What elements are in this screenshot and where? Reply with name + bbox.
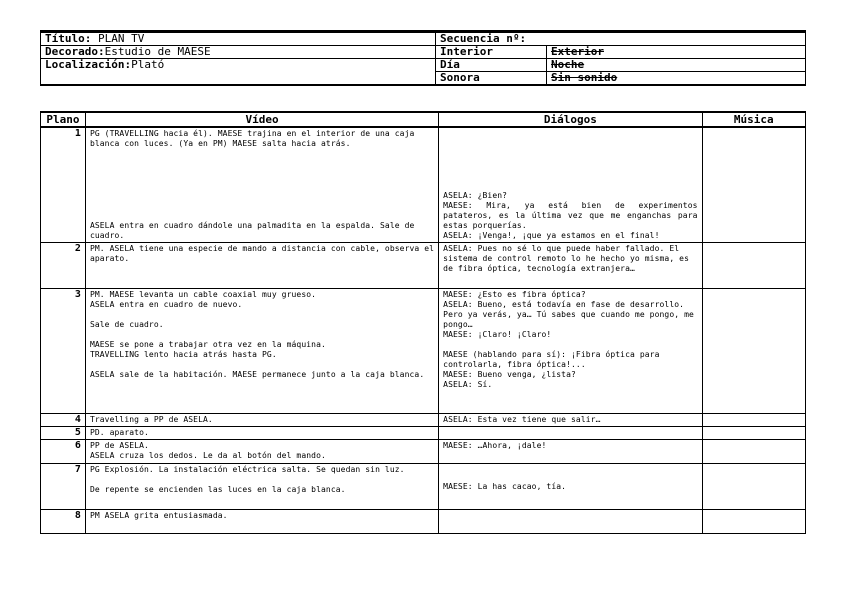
video-text: PG Explosión. La instalación eléctrica salta. Se quedan sin luz. [89, 465, 405, 474]
table-row [41, 427, 806, 440]
decorado-cell [41, 46, 436, 59]
video-cell [85, 510, 438, 534]
plano-number: 3 [41, 289, 86, 414]
dialog-text: ASELA: Pues no sé lo que puede haber fallado. El sistema de control remoto lo he hecho yo misma, es de fibra óptica, tecnología extranjera… [443, 244, 694, 273]
col-header-musica: Música [702, 112, 805, 127]
video-cell [85, 414, 438, 427]
table-row [41, 510, 806, 534]
dialog-cell [439, 427, 702, 440]
dialog-cell [439, 414, 702, 427]
sonora-cell [436, 72, 547, 86]
dialog-text: MAESE: ¿Esto es fibra óptica? [443, 290, 586, 299]
dia-cell [436, 59, 547, 72]
col-header-dialogos: Diálogos [439, 112, 702, 127]
video-cell [85, 243, 438, 289]
plano-number: 2 [41, 243, 86, 289]
music-cell [702, 440, 805, 464]
sin-sonido-cell [547, 72, 806, 86]
dialog-text: MAESE: …Ahora, ¡dale! [443, 441, 547, 450]
video-text: PM. MAESE levanta un cable coaxial muy grueso. [89, 290, 317, 299]
decorado-label: Decorado: [45, 45, 105, 58]
localizacion-label: Localización: [45, 58, 132, 71]
dia-label: Día [440, 58, 460, 71]
video-text: PD. aparato. [89, 428, 149, 437]
titulo-value: PLAN TV [97, 32, 145, 45]
localizacion-cell [41, 59, 436, 86]
col-header-plano: Plano [41, 112, 86, 127]
plano-number: 8 [41, 510, 86, 534]
dialog-cell [439, 510, 702, 534]
music-cell [702, 427, 805, 440]
table-row [41, 289, 806, 414]
music-cell [702, 510, 805, 534]
dialog-text: MAESE: Mira, ya está bien de experimentos patateros, es la última vez que me enganchas para estas porquerías. [443, 201, 703, 230]
video-cell [85, 427, 438, 440]
video-text: PM ASELA grita entusiasmada. [89, 511, 228, 520]
exterior-label: Exterior [551, 45, 604, 58]
video-text: De repente se encienden las luces en la caja blanca. [89, 485, 346, 494]
music-cell [702, 127, 805, 243]
dialog-cell [439, 464, 702, 510]
exterior-cell [547, 46, 806, 59]
dialog-text: ASELA: ¡Venga!, ¡que ya estamos en el final! [443, 231, 660, 240]
plano-number: 5 [41, 427, 86, 440]
video-text: ASELA cruza los dedos. Le da al botón del mando. [89, 451, 326, 460]
video-text: PM. ASELA tiene una especie de mando a distancia con cable, observa el aparato. [89, 244, 440, 263]
dialog-text: MAESE: Bueno venga, ¿lista? [443, 370, 576, 379]
dialog-text: MAESE (hablando para sí): ¡Fibra óptica para controlarla, fibra óptica!... [443, 350, 665, 369]
table-row [41, 127, 806, 243]
video-text: Travelling a PP de ASELA. [89, 415, 213, 424]
titulo-label: Título: [45, 32, 92, 45]
localizacion-value: Plató [131, 58, 165, 71]
sonora-label: Sonora [440, 71, 480, 84]
dialog-cell [439, 127, 702, 243]
table-row [41, 464, 806, 510]
music-cell [702, 464, 805, 510]
video-text: PG (TRAVELLING hacia él). MAESE trajina en el interior de una caja blanca con luces. (Ya en PM) MAESE salta hacia atrás. [89, 129, 420, 148]
plano-number: 7 [41, 464, 86, 510]
secuencia-label: Secuencia nº: [440, 32, 527, 45]
video-cell [85, 464, 438, 510]
video-text: ASELA entra en cuadro dándole una palmadita en la espalda. Sale de cuadro. [89, 221, 420, 240]
decorado-value: Estudio de MAESE [104, 45, 211, 58]
video-text: ASELA sale de la habitación. MAESE permanece junto a la caja blanca. [89, 370, 425, 379]
music-cell [702, 243, 805, 289]
plano-number: 4 [41, 414, 86, 427]
plano-number: 6 [41, 440, 86, 464]
video-text: TRAVELLING lento hacia atrás hasta PG. [89, 350, 277, 359]
plano-number: 1 [41, 127, 86, 243]
scene-header [40, 30, 806, 86]
noche-label: Noche [551, 58, 585, 71]
dialog-text: ASELA: ¿Bien? [443, 191, 508, 200]
music-cell [702, 289, 805, 414]
sin-sonido-label: Sin sonido [551, 71, 618, 84]
script-table [40, 111, 806, 534]
music-cell [702, 414, 805, 427]
titulo-cell [41, 32, 436, 46]
video-cell [85, 289, 438, 414]
dialog-cell [439, 440, 702, 464]
table-header-row [41, 112, 806, 127]
dialog-text: MAESE: La has cacao, tía. [443, 481, 567, 491]
video-cell [85, 127, 438, 243]
interior-label: Interior [440, 45, 493, 58]
dialog-cell [439, 243, 702, 289]
dialog-text: MAESE: ¡Claro! ¡Claro! [443, 330, 552, 339]
video-text: Sale de cuadro. [89, 320, 164, 329]
video-cell [85, 440, 438, 464]
video-text: MAESE se pone a trabajar otra vez en la máquina. [89, 340, 326, 349]
dialog-cell [439, 289, 702, 414]
secuencia-cell [436, 32, 806, 46]
dialog-text: ASELA: Esta vez tiene que salir… [443, 415, 601, 424]
col-header-video: Vídeo [85, 112, 438, 127]
dialog-text: ASELA: Bueno, está todavía en fase de desarrollo. Pero ya verás, ya… Tú sabes que cuando me pongo, me pongo… [443, 300, 699, 329]
interior-cell [436, 46, 547, 59]
dialog-text: ASELA: Sí. [443, 380, 493, 389]
video-text: PP de ASELA. [89, 441, 149, 450]
table-row [41, 414, 806, 427]
video-text: ASELA entra en cuadro de nuevo. [89, 300, 243, 309]
table-row [41, 440, 806, 464]
table-row [41, 243, 806, 289]
noche-cell [547, 59, 806, 72]
